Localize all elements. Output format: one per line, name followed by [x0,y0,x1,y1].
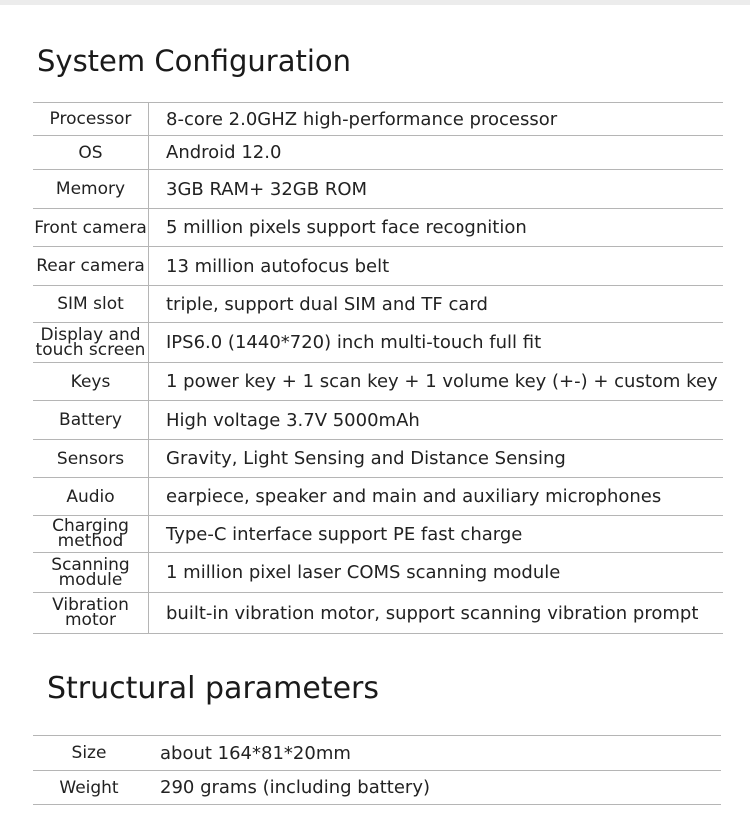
spec-value: Gravity, Light Sensing and Distance Sensing [149,440,724,478]
table-row [33,286,723,323]
spec-key [33,593,149,634]
spec-key-line: motor [64,610,117,630]
table-row [33,593,723,634]
system-configuration-title: System Configuration [37,44,352,78]
spec-key: Rear camera [33,247,149,286]
spec-value: 1 power key + 1 scan key + 1 volume key (+-) + custom key [149,363,724,401]
table-row [33,170,723,209]
spec-key-line: method [57,531,124,551]
spec-value: 13 million autofocus belt [149,247,724,286]
spec-key: Weight [33,771,145,805]
spec-key-line: touch screen [35,339,146,360]
spec-value: IPS6.0 (1440*720) inch multi-touch full fit [149,323,724,363]
spec-value: 1 million pixel laser COMS scanning module [149,553,724,593]
spec-key: Memory [33,170,149,209]
spec-key-line: Vibration [52,595,129,615]
spec-value: earpiece, speaker and main and auxiliary microphones [149,478,724,516]
spec-key: OS [33,136,149,170]
table-row [33,209,723,247]
spec-key: Size [33,736,145,771]
spec-value: 8-core 2.0GHZ high-performance processor [149,103,724,136]
table-row [33,323,723,363]
spec-key: Processor [33,103,149,136]
table-row [33,553,723,593]
spec-value: High voltage 3.7V 5000mAh [149,401,724,440]
spec-key: Front camera [33,209,149,247]
spec-value: 3GB RAM+ 32GB ROM [149,170,724,209]
spec-key [33,553,149,593]
spec-value: Android 12.0 [149,136,724,170]
spec-key [33,516,149,553]
structural-parameters-table [33,735,721,805]
spec-value: built-in vibration motor, support scanning vibration prompt [149,593,724,634]
table-row [33,478,723,516]
table-row [33,247,723,286]
spec-value: triple, support dual SIM and TF card [149,286,724,323]
table-row [33,771,721,805]
spec-value: 290 grams (including battery) [145,771,721,805]
spec-key: Sensors [33,440,149,478]
table-row [33,736,721,771]
system-configuration-table [33,102,723,634]
spec-value: Type-C interface support PE fast charge [149,516,724,553]
spec-key-line: Scanning [51,554,130,575]
spec-value: 5 million pixels support face recognition [149,209,724,247]
table-row [33,103,723,136]
spec-key [33,323,149,363]
table-row [33,440,723,478]
top-divider-bar [0,0,750,5]
spec-key: SIM slot [33,286,149,323]
spec-key-line: Charging [52,516,129,536]
table-row [33,363,723,401]
table-row [33,516,723,553]
spec-key-line: Display and [40,324,141,345]
spec-key: Audio [33,478,149,516]
structural-parameters-title: Structural parameters [47,671,380,706]
spec-value: about 164*81*20mm [145,736,721,771]
table-row [33,401,723,440]
spec-key-line: module [58,569,123,590]
spec-key: Battery [33,401,149,440]
spec-key: Keys [33,363,149,401]
table-row [33,136,723,170]
